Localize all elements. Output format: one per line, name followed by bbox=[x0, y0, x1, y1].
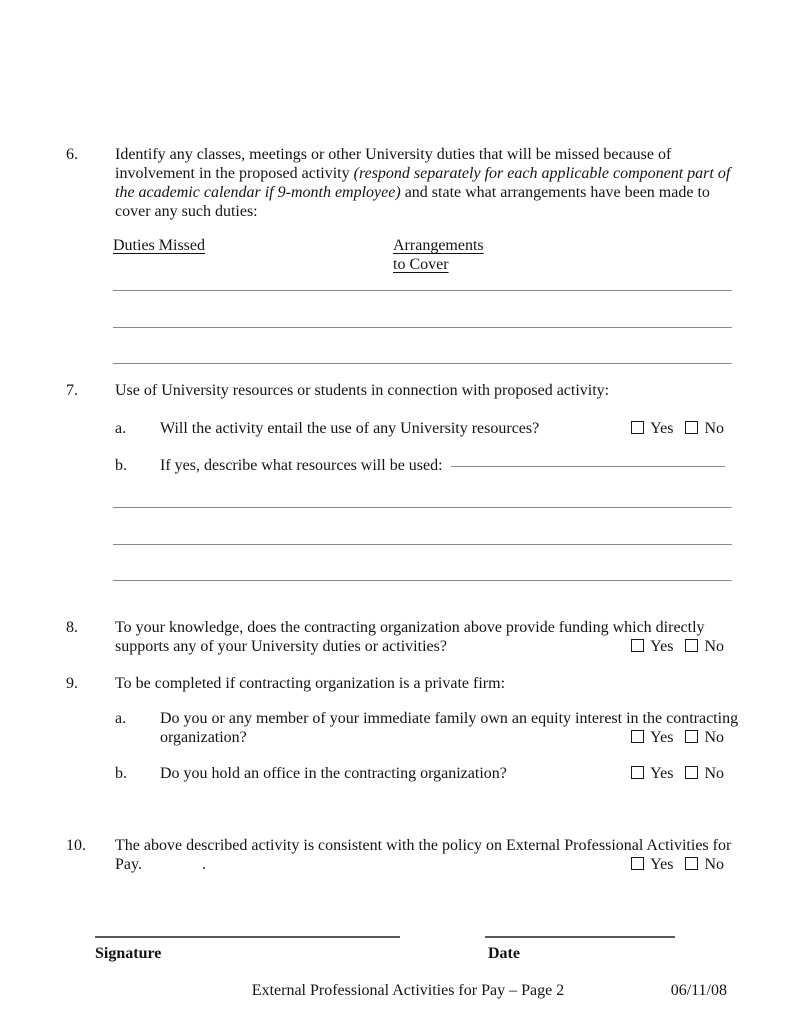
signature-label: Signature bbox=[95, 945, 162, 962]
question-7b bbox=[115, 456, 732, 475]
question-8-number: 8. bbox=[66, 619, 78, 636]
question-7b-text: If yes, describe what resources will be used: bbox=[160, 457, 443, 474]
question-10-number: 10. bbox=[66, 837, 86, 854]
q10-no-checkbox[interactable] bbox=[685, 857, 698, 870]
q6-blank-line-2[interactable] bbox=[113, 327, 732, 328]
question-8-line2: supports any of your University duties or activities? bbox=[115, 638, 447, 655]
q9a-yes-no-checkboxes bbox=[631, 728, 724, 747]
q6-blank-line-3[interactable] bbox=[113, 363, 732, 364]
q8-yes-checkbox[interactable] bbox=[631, 639, 644, 652]
question-9a bbox=[115, 709, 739, 747]
question-9-number: 9. bbox=[66, 675, 78, 692]
question-10-line1: The above described activity is consistent with the policy on External Professional Activities for bbox=[115, 837, 732, 854]
question-8-line1: To your knowledge, does the contracting organization above provide funding which directly bbox=[115, 619, 705, 636]
q9a-yes-checkbox[interactable] bbox=[631, 730, 644, 743]
q10-yes-label: Yes bbox=[650, 856, 674, 873]
q8-no-checkbox[interactable] bbox=[685, 639, 698, 652]
question-9a-line1: Do you or any member of your immediate family own an equity interest in the contracting bbox=[160, 710, 739, 727]
q7a-no-label: No bbox=[704, 420, 724, 437]
question-7-number: 7. bbox=[66, 382, 78, 399]
q7a-yes-label: Yes bbox=[650, 420, 674, 437]
date-label: Date bbox=[488, 945, 520, 962]
question-9-text: To be completed if contracting organization is a private firm: bbox=[115, 675, 506, 692]
q7b-answer-line[interactable] bbox=[451, 466, 725, 467]
column-headers bbox=[113, 236, 484, 273]
question-9b-letter: b. bbox=[115, 765, 127, 782]
q8-yes-label: Yes bbox=[650, 638, 674, 655]
column-header-arrangements-to-cover: Arrangements to Cover bbox=[393, 237, 484, 273]
q9a-yes-label: Yes bbox=[650, 729, 674, 746]
question-7a-letter: a. bbox=[115, 420, 127, 437]
question-6-number: 6. bbox=[66, 146, 78, 163]
q10-no-label: No bbox=[704, 856, 724, 873]
q10-yes-checkbox[interactable] bbox=[631, 857, 644, 870]
page-footer bbox=[0, 981, 800, 1000]
q7a-no-checkbox[interactable] bbox=[685, 421, 698, 434]
question-6-line3: and state what arrangements have been made to bbox=[400, 184, 710, 201]
q7a-yes-no-checkboxes bbox=[631, 419, 724, 438]
question-9a-letter: a. bbox=[115, 710, 127, 727]
q7b-blank-line-1[interactable] bbox=[113, 507, 732, 508]
question-10-line2: Pay. . bbox=[115, 856, 206, 873]
date-line[interactable] bbox=[485, 936, 675, 938]
footer-title: External Professional Activities for Pay – Page 2 bbox=[251, 982, 565, 999]
question-7-text: Use of University resources or students in connection with proposed activity: bbox=[115, 382, 610, 399]
question-6-line3-italic: the academic calendar if 9-month employee) bbox=[115, 184, 401, 201]
question-6-line2-italic: (respond separately for each applicable component part of bbox=[353, 165, 731, 182]
question-6-text bbox=[115, 145, 732, 221]
question-9 bbox=[66, 674, 732, 693]
q9b-no-checkbox[interactable] bbox=[685, 766, 698, 779]
question-9b bbox=[115, 764, 732, 783]
q8-no-label: No bbox=[704, 638, 724, 655]
q7b-blank-line-3[interactable] bbox=[113, 580, 732, 581]
q10-yes-no-checkboxes bbox=[631, 855, 724, 874]
question-7 bbox=[66, 381, 732, 400]
q9b-yes-no-checkboxes bbox=[631, 764, 724, 783]
q9a-no-checkbox[interactable] bbox=[685, 730, 698, 743]
q9b-no-label: No bbox=[704, 765, 724, 782]
q9b-yes-checkbox[interactable] bbox=[631, 766, 644, 779]
question-6-line2: involvement in the proposed activity bbox=[115, 165, 354, 182]
question-8 bbox=[66, 618, 732, 656]
column-header-duties-missed: Duties Missed bbox=[113, 237, 205, 254]
q6-blank-line-1[interactable] bbox=[113, 290, 732, 291]
footer-date: 06/11/08 bbox=[670, 982, 727, 999]
question-6-line4: cover any such duties: bbox=[115, 203, 258, 220]
question-6-line1: Identify any classes, meetings or other University duties that will be missed because of bbox=[115, 146, 672, 163]
question-6 bbox=[66, 145, 732, 221]
q9b-yes-label: Yes bbox=[650, 765, 674, 782]
question-7b-letter: b. bbox=[115, 457, 127, 474]
q9a-no-label: No bbox=[704, 729, 724, 746]
question-9b-text: Do you hold an office in the contracting organization? bbox=[160, 765, 507, 782]
question-7a-text: Will the activity entail the use of any University resources? bbox=[160, 420, 540, 437]
question-7a bbox=[115, 419, 732, 438]
question-10 bbox=[66, 836, 732, 874]
signature-line[interactable] bbox=[95, 936, 400, 938]
q7a-yes-checkbox[interactable] bbox=[631, 421, 644, 434]
q8-yes-no-checkboxes bbox=[631, 637, 724, 656]
question-9a-line2: organization? bbox=[160, 729, 247, 746]
q7b-blank-line-2[interactable] bbox=[113, 544, 732, 545]
